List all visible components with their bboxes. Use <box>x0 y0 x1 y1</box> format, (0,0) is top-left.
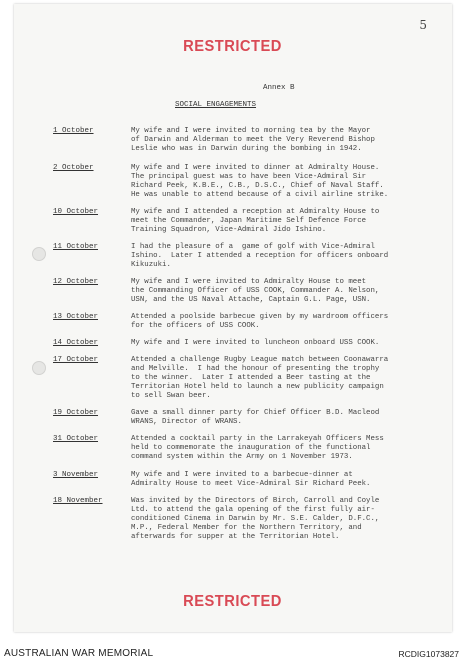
entry-date: 17 October <box>53 356 99 364</box>
entry-text: Attended a poolside barbecue given by my wardroom officers for the officers of USS COOK. <box>131 313 389 330</box>
entry-text: My wife and I were invited to dinner at Admiralty House. The principal guest was to have been Vice-Admiral Sir Richard Peek, K.B.E., C.B., D.S.C., Chief of Naval Staff. He was unable to attend because of a civil airline strike. <box>131 164 389 199</box>
entry-date: 18 November <box>53 497 103 505</box>
entry-date: 1 October <box>53 127 94 135</box>
entry-date: 10 October <box>53 208 99 216</box>
entry-date: 3 November <box>53 471 99 479</box>
entry-text: Attended a cocktail party in the Larrakeyah Officers Mess held to commemorate the inauguration of the functional command system within the Army on 1 November 1973. <box>131 435 384 461</box>
entry-text: Gave a small dinner party for Chief Officer B.D. Macleod WRANS, Director of WRANS. <box>131 409 380 426</box>
entry-date: 19 October <box>53 409 99 417</box>
archive-reference: RCDIG1073827 <box>398 649 459 659</box>
classification-stamp-top: RESTRICTED <box>183 38 282 55</box>
classification-stamp-bottom: RESTRICTED <box>183 593 282 610</box>
entry-date: 14 October <box>53 339 99 347</box>
entry-date: 11 October <box>53 243 99 251</box>
page-number: 5 <box>419 18 427 32</box>
entry-text: My wife and I were invited to a barbecue-dinner at Admiralty House to meet Vice-Admiral Sir Richard Peek. <box>131 471 371 488</box>
entry-text: My wife and I were invited to luncheon onboard USS COOK. <box>131 339 380 347</box>
entry-date: 12 October <box>53 278 99 286</box>
entry-text: My wife and I were invited to Admiralty House to meet the Commanding Officer of USS COOK, Commander A. Nelson, USN, and the US Naval Attache, Captain G.L. Page, USN. <box>131 278 380 304</box>
entry-date: 2 October <box>53 164 94 172</box>
archive-footer <box>0 638 465 666</box>
entry-text: Was invited by the Directors of Birch, Carroll and Coyle Ltd. to attend the gala opening of the first fully air- conditioned Cinema in Darwin by Mr. S.E. Calder, D.F.C., M.P., Federal Member for the Northern Territory, and afterwards for supper at the Territorian Hotel. <box>131 497 380 541</box>
entry-date: 31 October <box>53 435 99 443</box>
entry-text: My wife and I attended a reception at Admiralty House to meet the Commander, Japan Maritime Self Defence Force Training Squadron, Vice-Admiral Jido Ishino. <box>131 208 380 234</box>
archive-source: AUSTRALIAN WAR MEMORIAL <box>4 648 154 659</box>
entry-text: Attended a challenge Rugby League match between Coonawarra and Melville. I had the honour of presenting the trophy to the winner. Later I attended a Beer tasting at the Territorian Hotel held to launch a new publicity campaign to sell Swan beer. <box>131 356 389 400</box>
section-heading: SOCIAL ENGAGEMENTS <box>175 101 257 109</box>
entry-text: I had the pleasure of a game of golf with Vice-Admiral Ishino. Later I attended a reception for officers onboard Kikuzuki. <box>131 243 389 269</box>
annex-label: Annex B <box>263 84 295 92</box>
entry-date: 13 October <box>53 313 99 321</box>
entry-text: My wife and I were invited to morning tea by the Mayor of Darwin and Alderman to meet the Very Reverend Bishop Leslie who was in Darwin during the bombing in 1942. <box>131 127 375 153</box>
